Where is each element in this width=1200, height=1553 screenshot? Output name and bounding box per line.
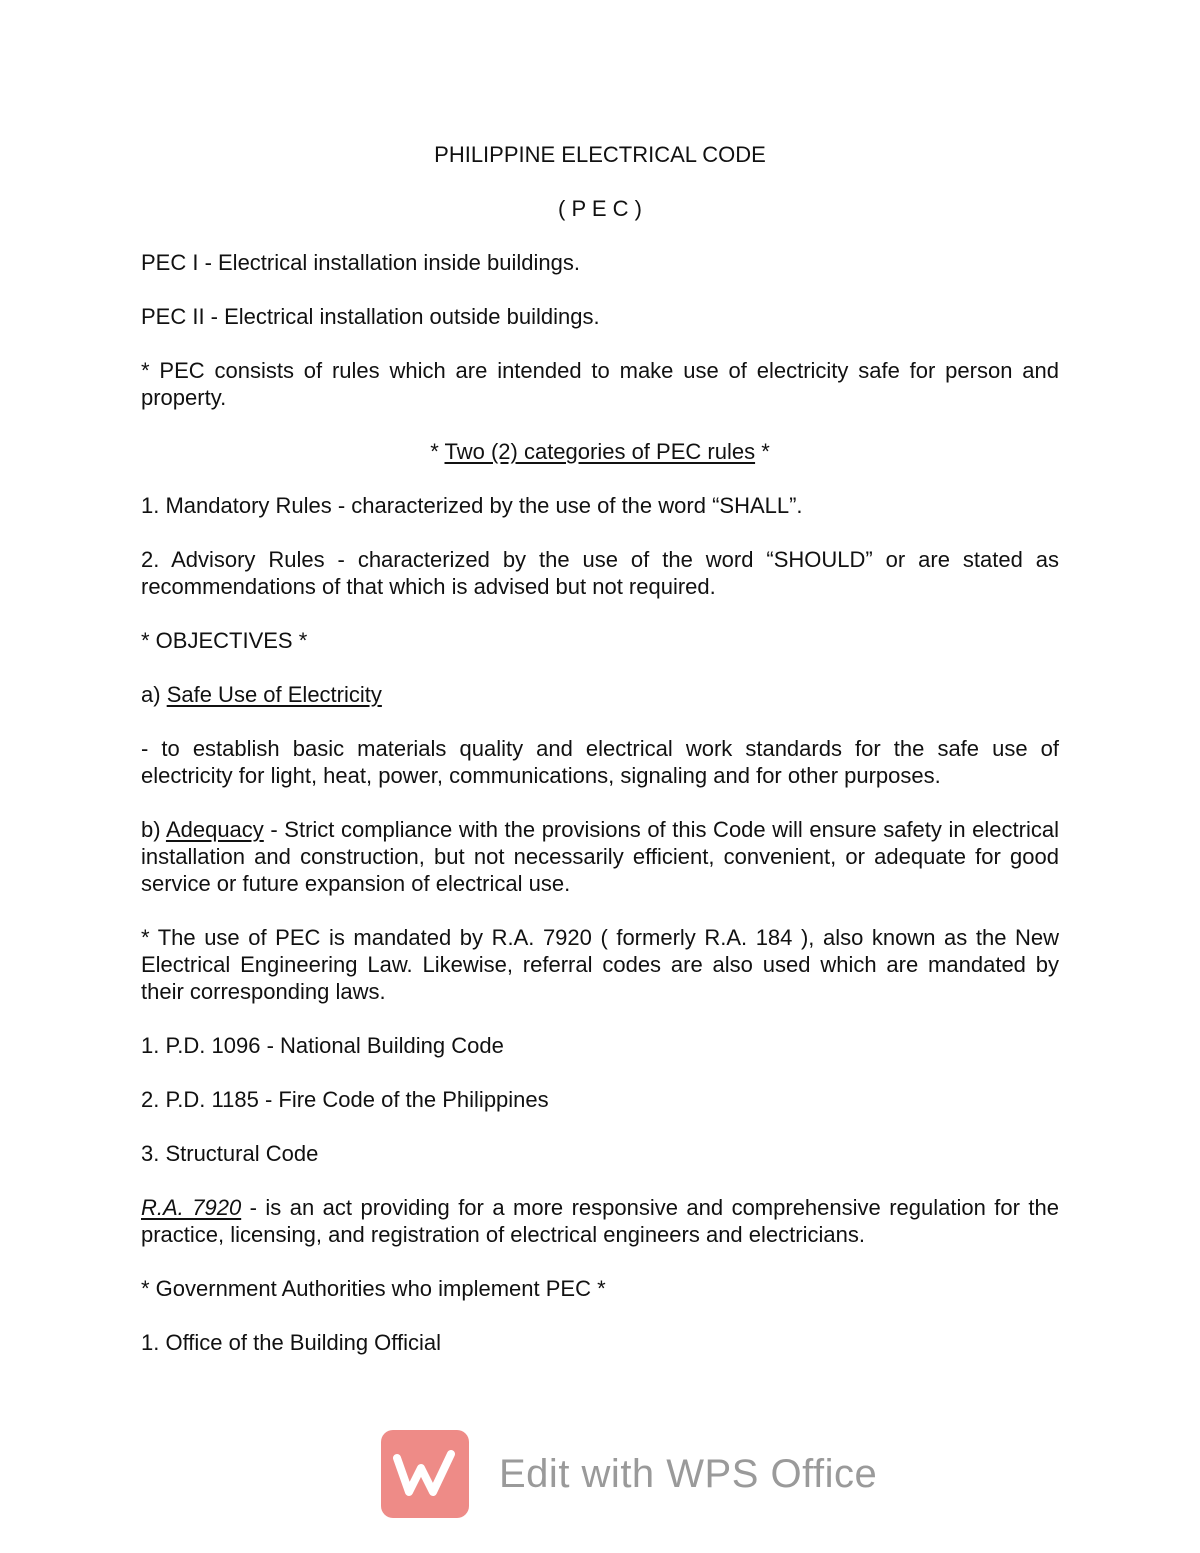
objective-b-label: Adequacy: [165, 817, 264, 842]
categories-heading: [141, 438, 1059, 465]
objective-b-prefix: b): [141, 817, 166, 842]
categories-heading-label: Two (2) categories of PEC rules: [444, 439, 756, 464]
authorities-heading: * Government Authorities who implement PEC *: [141, 1276, 606, 1301]
rule-1: 1. Mandatory Rules - characterized by the use of the word “SHALL”.: [141, 493, 803, 518]
rule-2: 2. Advisory Rules - characterized by the use of the word “SHOULD” or are stated as recommendations of that which is advised but not required.: [141, 547, 1059, 599]
ra-paragraph: [141, 1194, 1059, 1248]
code-item-2: 2. P.D. 1185 - Fire Code of the Philippines: [141, 1087, 549, 1112]
code-item-1: 1. P.D. 1096 - National Building Code: [141, 1033, 504, 1058]
objective-a-prefix: a): [141, 682, 167, 707]
objective-a-description: - to establish basic materials quality and electrical work standards for the safe use of electricity for light, heat, power, communications, signaling and for other purposes.: [141, 736, 1059, 788]
intro-paragraph: * PEC consists of rules which are intended to make use of electricity safe for person and property.: [141, 358, 1059, 410]
wps-watermark-text: Edit with WPS Office: [499, 1451, 878, 1496]
authority-item-1: 1. Office of the Building Official: [141, 1330, 442, 1355]
categories-heading-prefix: *: [430, 439, 445, 464]
ra-label: R.A. 7920: [141, 1195, 242, 1220]
wps-watermark[interactable]: [381, 1430, 877, 1518]
objective-a: [141, 681, 1059, 708]
wps-logo-icon: [381, 1430, 469, 1518]
objective-b: [141, 816, 1059, 897]
code-item-3: 3. Structural Code: [141, 1141, 319, 1166]
pec-2-line: PEC II - Electrical installation outside buildings.: [141, 304, 600, 329]
categories-heading-suffix: *: [755, 439, 770, 464]
objectives-heading: * OBJECTIVES *: [141, 628, 308, 653]
objective-a-label: Safe Use of Electricity: [166, 682, 382, 707]
objective-b-text: - Strict compliance with the provisions of this Code will ensure safety in electrical installation and construction, but not necessarily efficient, convenient, or adequate for good service or future expansion of electrical use.: [141, 817, 1059, 896]
pec-1-line: PEC I - Electrical installation inside buildings.: [141, 250, 580, 275]
mandate-paragraph: * The use of PEC is mandated by R.A. 7920 ( formerly R.A. 184 ), also known as the New Electrical Engineering Law. Likewise, referral codes are also used which are mandated by their corresponding laws.: [141, 925, 1059, 1004]
doc-title: PHILIPPINE ELECTRICAL CODE: [434, 142, 766, 167]
document-body: [141, 141, 1059, 1383]
ra-text: - is an act providing for a more responsive and comprehensive regulation for the practice, licensing, and registration of electrical engineers and electricians.: [141, 1195, 1059, 1247]
doc-subtitle: ( P E C ): [558, 196, 642, 221]
